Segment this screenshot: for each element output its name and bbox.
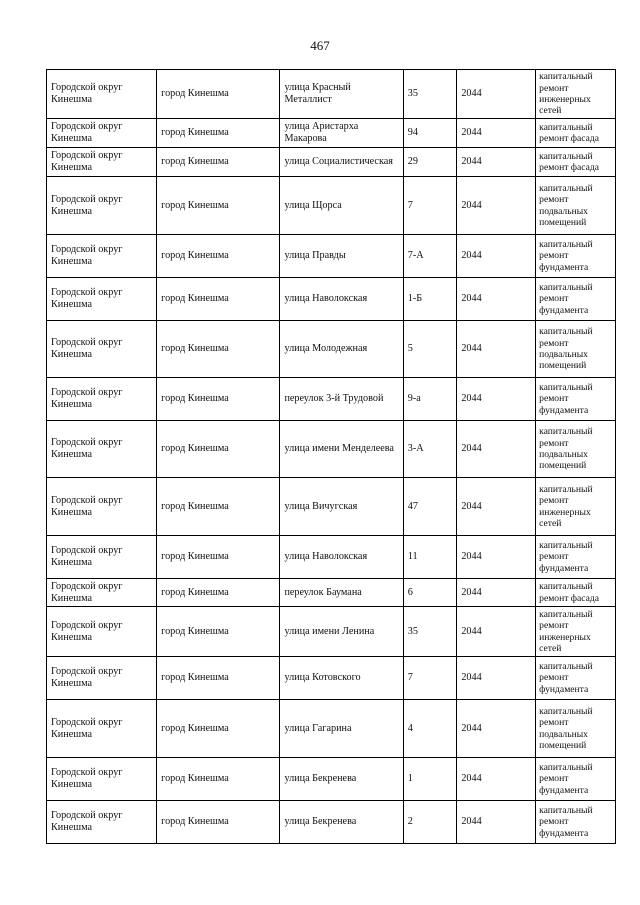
city-cell: город Кинешма <box>157 278 280 321</box>
district-cell: Городской округ Кинешма <box>47 278 157 321</box>
district-cell: Городской округ Кинешма <box>47 235 157 278</box>
year-cell: 2044 <box>457 148 536 177</box>
house-number-cell: 29 <box>403 148 457 177</box>
year-cell: 2044 <box>457 478 536 536</box>
district-cell: Городской округ Кинешма <box>47 700 157 758</box>
year-cell: 2044 <box>457 758 536 801</box>
table-row <box>47 321 616 378</box>
table-row <box>47 607 616 657</box>
district-cell: Городской округ Кинешма <box>47 421 157 478</box>
district-cell: Городской округ Кинешма <box>47 321 157 378</box>
work-type-cell: капитальный ремонт фундамента <box>536 278 616 321</box>
year-cell: 2044 <box>457 607 536 657</box>
work-type-cell: капитальный ремонт фасада <box>536 119 616 148</box>
year-cell: 2044 <box>457 579 536 607</box>
house-number-cell: 35 <box>403 607 457 657</box>
street-cell: улица Бекренева <box>280 801 403 844</box>
year-cell: 2044 <box>457 278 536 321</box>
city-cell: город Кинешма <box>157 148 280 177</box>
year-cell: 2044 <box>457 421 536 478</box>
city-cell: город Кинешма <box>157 700 280 758</box>
year-cell: 2044 <box>457 235 536 278</box>
year-cell: 2044 <box>457 657 536 700</box>
work-type-cell: капитальный ремонт фундамента <box>536 758 616 801</box>
district-cell: Городской округ Кинешма <box>47 579 157 607</box>
year-cell: 2044 <box>457 378 536 421</box>
city-cell: город Кинешма <box>157 70 280 119</box>
district-cell: Городской округ Кинешма <box>47 478 157 536</box>
street-cell: улица Наволокская <box>280 536 403 579</box>
house-number-cell: 3-А <box>403 421 457 478</box>
table-row <box>47 235 616 278</box>
district-cell: Городской округ Кинешма <box>47 607 157 657</box>
year-cell: 2044 <box>457 536 536 579</box>
table-row <box>47 421 616 478</box>
street-cell: улица Наволокская <box>280 278 403 321</box>
city-cell: город Кинешма <box>157 321 280 378</box>
table-row <box>47 378 616 421</box>
city-cell: город Кинешма <box>157 421 280 478</box>
street-cell: улица имени Менделеева <box>280 421 403 478</box>
house-number-cell: 11 <box>403 536 457 579</box>
district-cell: Городской округ Кинешма <box>47 148 157 177</box>
city-cell: город Кинешма <box>157 235 280 278</box>
house-number-cell: 35 <box>403 70 457 119</box>
work-type-cell: капитальный ремонт инженерных сетей <box>536 70 616 119</box>
city-cell: город Кинешма <box>157 536 280 579</box>
year-cell: 2044 <box>457 700 536 758</box>
district-cell: Городской округ Кинешма <box>47 536 157 579</box>
house-number-cell: 94 <box>403 119 457 148</box>
work-type-cell: капитальный ремонт подвальных помещений <box>536 421 616 478</box>
house-number-cell: 2 <box>403 801 457 844</box>
house-number-cell: 7 <box>403 177 457 235</box>
district-cell: Городской округ Кинешма <box>47 177 157 235</box>
house-number-cell: 7 <box>403 657 457 700</box>
page-number: 467 <box>310 38 330 53</box>
house-number-cell: 4 <box>403 700 457 758</box>
work-type-cell: капитальный ремонт подвальных помещений <box>536 700 616 758</box>
work-type-cell: капитальный ремонт фасада <box>536 148 616 177</box>
house-number-cell: 1 <box>403 758 457 801</box>
street-cell: переулок Баумана <box>280 579 403 607</box>
table-row <box>47 657 616 700</box>
district-cell: Городской округ Кинешма <box>47 70 157 119</box>
work-type-cell: капитальный ремонт подвальных помещений <box>536 321 616 378</box>
work-type-cell: капитальный ремонт фундамента <box>536 657 616 700</box>
table-row <box>47 148 616 177</box>
city-cell: город Кинешма <box>157 378 280 421</box>
street-cell: улица Вичугская <box>280 478 403 536</box>
street-cell: улица Правды <box>280 235 403 278</box>
city-cell: город Кинешма <box>157 478 280 536</box>
table-row <box>47 478 616 536</box>
table-row <box>47 278 616 321</box>
district-cell: Городской округ Кинешма <box>47 758 157 801</box>
city-cell: город Кинешма <box>157 657 280 700</box>
work-type-cell: капитальный ремонт фасада <box>536 579 616 607</box>
work-type-cell: капитальный ремонт фундамента <box>536 536 616 579</box>
work-type-cell: капитальный ремонт фундамента <box>536 235 616 278</box>
district-cell: Городской округ Кинешма <box>47 657 157 700</box>
table-row <box>47 758 616 801</box>
street-cell: улица Гагарина <box>280 700 403 758</box>
house-number-cell: 5 <box>403 321 457 378</box>
street-cell: улица Социалистическая <box>280 148 403 177</box>
street-cell: улица Молодежная <box>280 321 403 378</box>
table-row <box>47 177 616 235</box>
street-cell: улица Котовского <box>280 657 403 700</box>
city-cell: город Кинешма <box>157 177 280 235</box>
street-cell: улица Щорса <box>280 177 403 235</box>
house-number-cell: 7-А <box>403 235 457 278</box>
city-cell: город Кинешма <box>157 607 280 657</box>
year-cell: 2044 <box>457 801 536 844</box>
repair-schedule-table <box>46 69 616 844</box>
street-cell: улица Аристарха Макарова <box>280 119 403 148</box>
year-cell: 2044 <box>457 321 536 378</box>
house-number-cell: 6 <box>403 579 457 607</box>
work-type-cell: капитальный ремонт фундамента <box>536 378 616 421</box>
table-row <box>47 579 616 607</box>
table-body <box>47 70 616 844</box>
year-cell: 2044 <box>457 177 536 235</box>
street-cell: улица имени Ленина <box>280 607 403 657</box>
work-type-cell: капитальный ремонт инженерных сетей <box>536 607 616 657</box>
street-cell: улица Бекренева <box>280 758 403 801</box>
city-cell: город Кинешма <box>157 119 280 148</box>
street-cell: переулок 3-й Трудовой <box>280 378 403 421</box>
city-cell: город Кинешма <box>157 801 280 844</box>
district-cell: Городской округ Кинешма <box>47 119 157 148</box>
table-row <box>47 700 616 758</box>
street-cell: улица Красный Металлист <box>280 70 403 119</box>
district-cell: Городской округ Кинешма <box>47 801 157 844</box>
year-cell: 2044 <box>457 70 536 119</box>
work-type-cell: капитальный ремонт фундамента <box>536 801 616 844</box>
work-type-cell: капитальный ремонт инженерных сетей <box>536 478 616 536</box>
house-number-cell: 1-Б <box>403 278 457 321</box>
house-number-cell: 47 <box>403 478 457 536</box>
table-row <box>47 70 616 119</box>
city-cell: город Кинешма <box>157 758 280 801</box>
district-cell: Городской округ Кинешма <box>47 378 157 421</box>
house-number-cell: 9-а <box>403 378 457 421</box>
year-cell: 2044 <box>457 119 536 148</box>
work-type-cell: капитальный ремонт подвальных помещений <box>536 177 616 235</box>
table-row <box>47 119 616 148</box>
table-row <box>47 801 616 844</box>
city-cell: город Кинешма <box>157 579 280 607</box>
table-row <box>47 536 616 579</box>
